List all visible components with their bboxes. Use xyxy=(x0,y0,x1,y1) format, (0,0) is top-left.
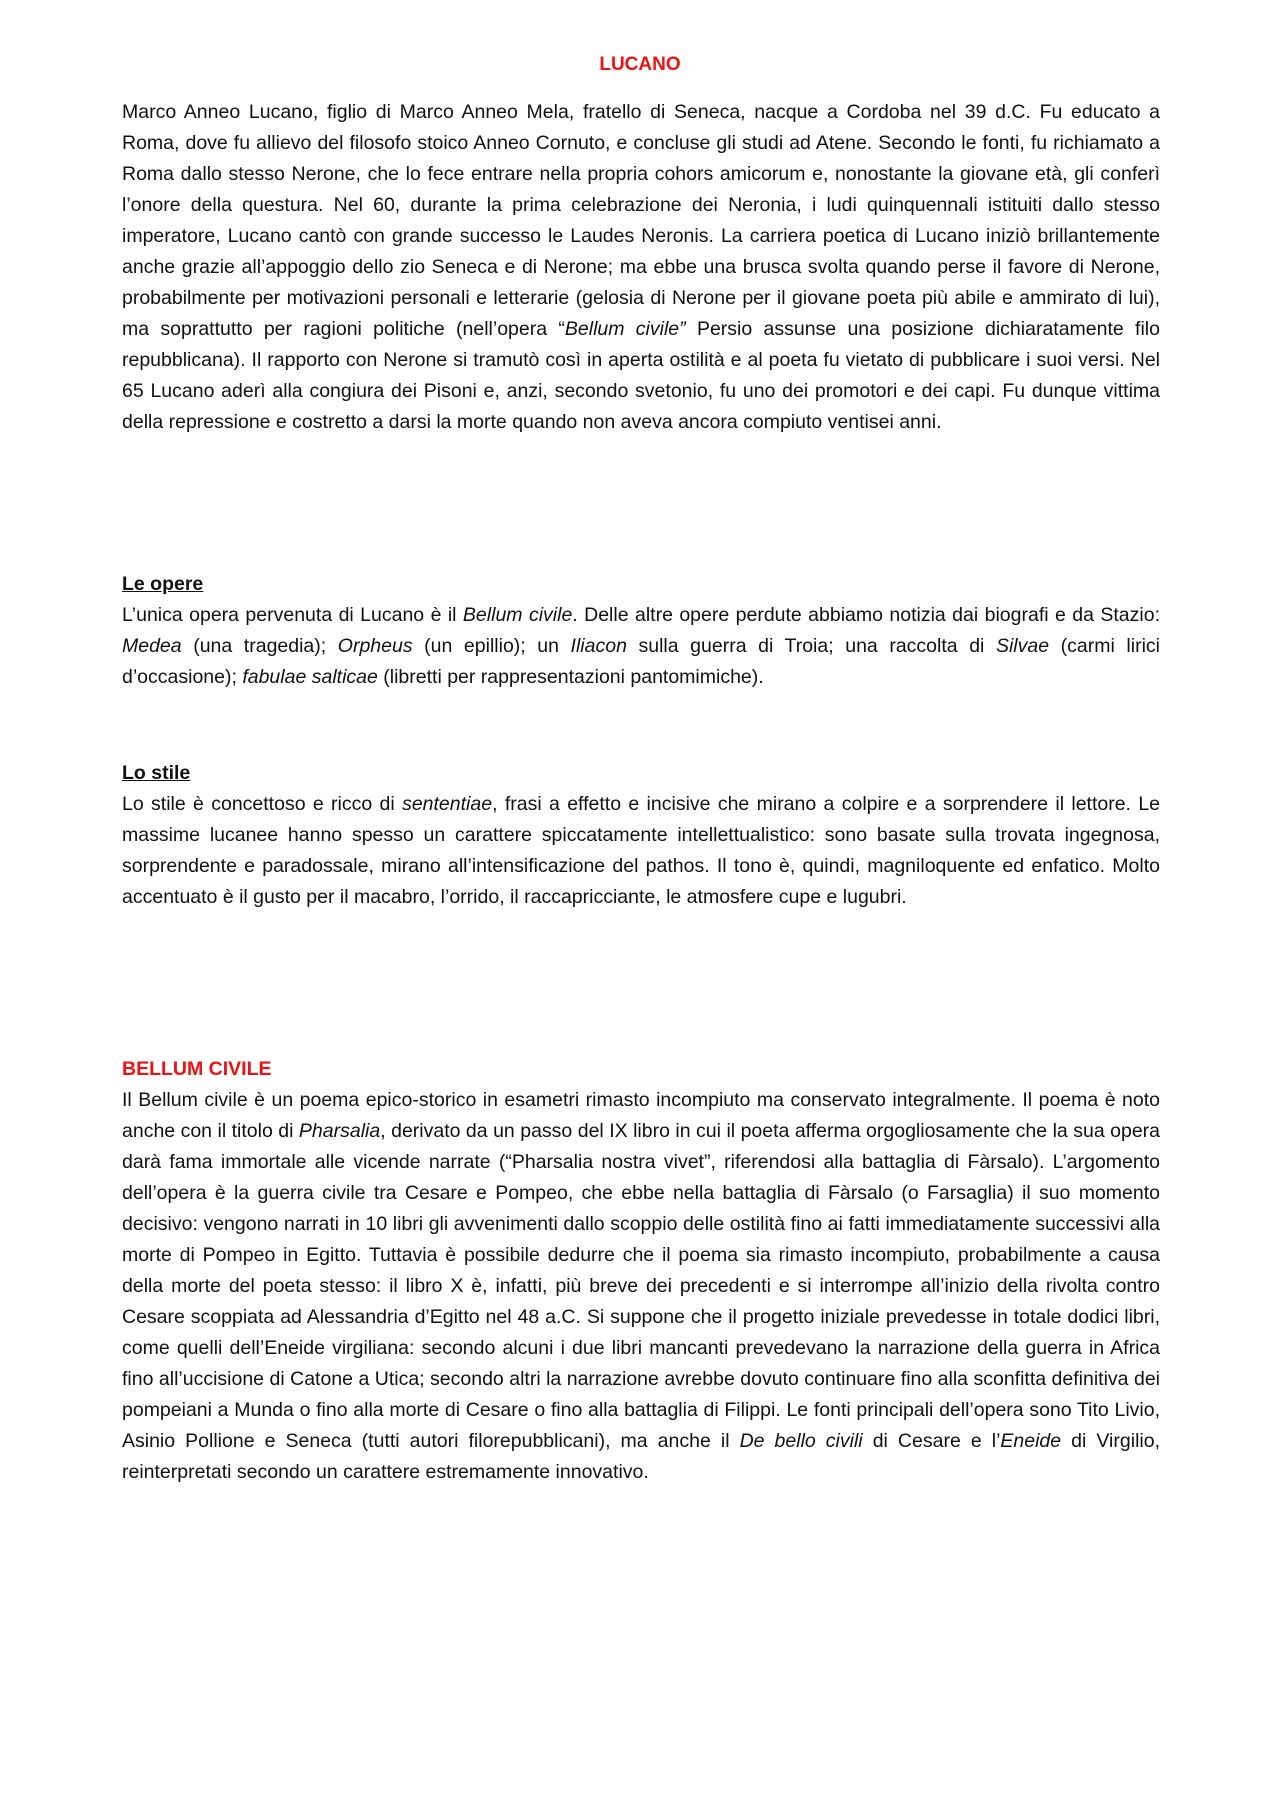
bellum-civile-section xyxy=(122,1054,1160,1488)
opere-text: L’unica opera pervenuta di Lucano è il xyxy=(122,604,463,626)
bellum-text: di Cesare e l’ xyxy=(862,1430,1001,1452)
intro-text-1: Marco Anneo Lucano, figlio di Marco Anneo Mela, fratello di Seneca, nacque a Cordoba nel 39 d.C. Fu educato a Roma, dove fu allievo del filosofo stoico Anneo Cornuto, e concluse gli studi ad Atene. Secondo le fonti, fu richiamato a Roma dallo stesso Nerone, che lo fece entrare nella propria cohors amicorum e, nonostante la giovane età, gli conferì l’onore della questura. Nel 60, durante la prima celebrazione dei Neronia, i ludi quinquennali istituiti dallo stesso imperatore, Lucano cantò con grande successo le Laudes Neronis. La carriera poetica di Lucano iniziò brillantemente anche grazie all’appoggio dello zio Seneca e di Nerone; ma ebbe una brusca svolta quando perse il favore di Nerone, probabilmente per motivazioni personali e letterarie (gelosia di Nerone per il giovane poeta più abile e ammirato di lui), ma soprattutto per ragioni politiche (nell’opera “ xyxy=(122,101,1160,340)
stile-section xyxy=(122,758,1160,913)
bellum-italic: Pharsalia xyxy=(298,1120,381,1142)
bellum-civile-paragraph xyxy=(122,1085,1160,1488)
stile-text: Lo stile è concettoso e ricco di xyxy=(122,793,403,815)
stile-italic: sententiae xyxy=(402,793,493,815)
intro-paragraph xyxy=(122,97,1160,438)
opere-italic: Silvae xyxy=(995,635,1050,657)
opere-section xyxy=(122,569,1160,693)
opere-text: (libretti per rappresentazioni pantomimiche). xyxy=(377,666,764,688)
intro-section xyxy=(122,97,1160,438)
stile-heading: Lo stile xyxy=(122,762,191,784)
stile-text: , frasi a effetto e incisive che mirano a colpire e a sorprendere il lettore. Le massime lucanee hanno spesso un carattere spiccatamente intellettualistico: sono basate sulla trovata ingegnosa, sorprendente e paradossale, mirano all’intensificazione del pathos. Il tono è, quindi, magniloquente ed enfatico. Molto accentuato è il gusto per il macabro, l’orrido, il raccapricciante, le atmosfere cupe e lugubri. xyxy=(122,793,1161,908)
opere-text: sulla guerra di Troia; una raccolta di xyxy=(626,635,996,657)
opere-italic: Medea xyxy=(122,635,182,657)
document-title: LUCANO xyxy=(599,54,681,75)
opere-paragraph xyxy=(122,600,1160,693)
bellum-civile-heading: BELLUM CIVILE xyxy=(122,1058,272,1080)
opere-italic: Bellum civile xyxy=(462,604,573,626)
opere-heading: Le opere xyxy=(122,573,204,595)
stile-paragraph xyxy=(122,789,1160,913)
bellum-text: Il Bellum civile è un poema epico-storico in esametri rimasto incompiuto ma conservato integralmente. Il poema è noto anche con il titolo di xyxy=(122,1089,1160,1142)
opere-italic: Orpheus xyxy=(337,635,413,657)
bellum-text: di Virgilio, reinterpretati secondo un carattere estremamente innovativo. xyxy=(122,1430,1160,1483)
bellum-text: , derivato da un passo del IX libro in cui il poeta afferma orgogliosamente che la sua opera darà fama immortale alle vicende narrate (“Pharsalia nostra vivet”, riferendosi alla battaglia di Fàrsalo). L’argomento dell’opera è la guerra civile tra Cesare e Pompeo, che ebbe nella battaglia di Fàrsalo (o Farsaglia) il suo momento decisivo: vengono narrati in 10 libri gli avvenimenti dallo scoppio delle ostilità fino ai fatti immediatamente successivi alla morte di Pompeo in Egitto. Tuttavia è possibile dedurre che il poema sia rimasto incompiuto, probabilmente a causa della morte del poeta stesso: il libro X è, infatti, più breve dei precedenti e si interrompe all’inizio della rivolta contro Cesare scoppiata ad Alessandria d’Egitto nel 48 a.C. Si suppone che il progetto iniziale prevedesse in totale dodici libri, come quelli dell’Eneide virgiliana: secondo alcuni i due libri mancanti prevedevano la narrazione della guerra in Africa fino all’uccisione di Catone a Utica; secondo altri la narrazione avrebbe dovuto continuare fino alla sconfitta definitiva dei pompeiani a Munda o fino alla morte di Cesare o fino alla battaglia di Filippi. Le fonti principali dell’opera sono Tito Livio, Asinio Pollione e Seneca (tutti autori filorepubblicani), ma anche il xyxy=(122,1120,1160,1452)
bellum-italic: De bello civili xyxy=(739,1430,863,1452)
intro-italic-bellum-civile: Bellum civile” xyxy=(564,318,686,340)
opere-text: (carmi lirici d’occasione); xyxy=(122,635,1160,688)
intro-text-2: Persio assunse una posizione dichiaratamente filo repubblicana). Il rapporto con Nerone si tramutò così in aperta ostilità e al poeta fu vietato di pubblicare i suoi versi. Nel 65 Lucano aderì alla congiura dei Pisoni e, anzi, secondo svetonio, fu uno dei promotori e dei capi. Fu dunque vittima della repressione e costretto a darsi la morte quando non aveva ancora compiuto ventisei anni. xyxy=(122,318,1160,433)
opere-italic: fabulae salticae xyxy=(242,666,378,688)
opere-text: (un epillio); un xyxy=(412,635,571,657)
opere-text: (una tragedia); xyxy=(181,635,338,657)
bellum-italic: Eneide xyxy=(1000,1430,1062,1452)
opere-italic: Iliacon xyxy=(570,635,627,657)
opere-text: . Delle altre opere perdute abbiamo notizia dai biografi e da Stazio: xyxy=(572,604,1160,626)
